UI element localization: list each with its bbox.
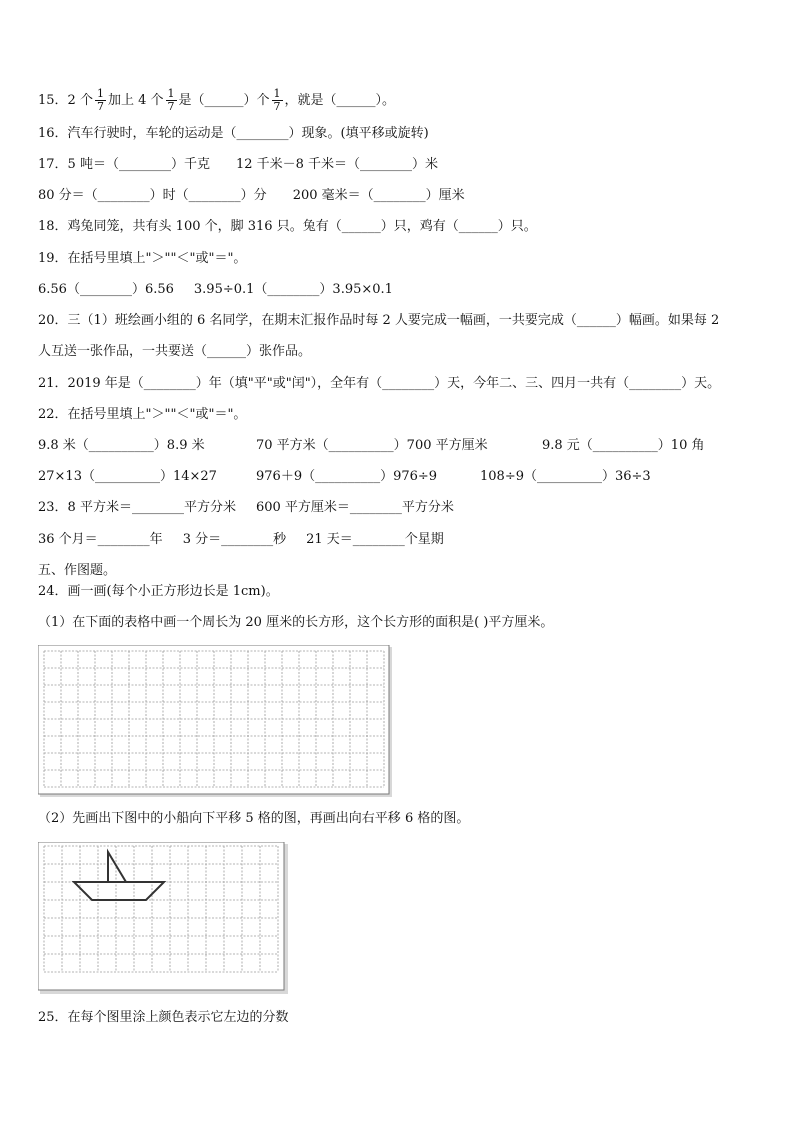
q15-text-3: 是（______）个 (178, 93, 270, 108)
q15-text-4: ，就是（______）。 (284, 93, 396, 108)
fraction-3: $\frac{1}{7}$ (273, 87, 281, 113)
q15-text-2: 加上 4 个 (107, 93, 164, 108)
q23-a: 23．8 平方米＝________平方分米 (38, 500, 236, 515)
question-22-row-2 (38, 468, 651, 486)
fraction-1: $\frac{1}{7}$ (96, 87, 104, 113)
question-20-line-2: 人互送一张作品，一共要送（______）张作品。 (38, 344, 312, 359)
q19-b: 3.95÷0.1（________）3.95×0.1 (193, 282, 393, 297)
section-5-title: 五、作图题。 (38, 563, 117, 578)
question-20-line-1: 20．三（1）班绘画小组的 6 名同学，在期末汇报作品时每 2 人要完成一幅画，一共要完成（______）幅画。如果每 2 (38, 313, 720, 328)
grid-1-frame (38, 645, 389, 794)
q15-text-1: 15．2 个 (38, 93, 93, 108)
question-23-row-1 (38, 499, 454, 517)
question-18: 18．鸡兔同笼，共有头 100 个，脚 316 只。兔有（______）只，鸡有（______）只。 (38, 219, 537, 234)
question-23-row-2 (38, 531, 444, 549)
q17-a: 17．5 吨＝（________）千克 (38, 157, 210, 172)
q22-d: 27×13（__________）14×27 (38, 469, 217, 484)
q23-b: 600 平方厘米＝________平方分米 (255, 500, 454, 515)
q23-c: 36 个月＝________年 (38, 532, 163, 547)
question-22: 22．在括号里填上"＞""＜"或"＝"。 (38, 407, 247, 422)
fraction-2: $\frac{1}{7}$ (167, 87, 175, 113)
q23-e: 21 天＝________个星期 (306, 532, 444, 547)
question-24-part-1: （1）在下面的表格中画一个周长为 20 厘米的长方形，这个长方形的面积是( )平方厘米。 (38, 615, 554, 630)
q17-c: 80 分＝（________）时（________）分 (38, 188, 267, 203)
question-16: 16．汽车行驶时，车轮的运动是（________）现象。(填平移或旋转) (38, 126, 429, 141)
q17-b: 12 千米－8 千米＝（________）米 (235, 157, 439, 172)
q23-d: 3 分＝________秒 (182, 532, 287, 547)
q22-b: 70 平方米（__________）700 平方厘米 (256, 438, 488, 453)
q17-d: 200 毫米＝（________）厘米 (292, 188, 465, 203)
question-19: 19．在括号里填上"＞""＜"或"＝"。 (38, 251, 247, 266)
question-15 (38, 88, 395, 113)
question-21: 21．2019 年是（________）年（填"平"或"闰"），全年有（________）天，今年二、三、四月一共有（________）天。 (38, 376, 721, 391)
q22-f: 108÷9（__________）36÷3 (480, 469, 651, 484)
q22-c: 9.8 元（__________）10 角 (542, 438, 705, 453)
drawing-grid-2[interactable] (38, 842, 288, 994)
question-22-row-1 (38, 437, 704, 455)
question-24: 24．画一画(每个小正方形边长是 1cm)。 (38, 584, 279, 599)
question-19-items (38, 281, 393, 299)
q22-e: 976＋9（__________）976÷9 (256, 469, 438, 484)
question-17-row-2 (38, 187, 465, 205)
question-25: 25．在每个图里涂上颜色表示它左边的分数 (38, 1010, 289, 1025)
drawing-grid-1[interactable] (38, 645, 392, 797)
question-24-part-2: （2）先画出下图中的小船向下平移 5 格的图，再画出向右平移 6 格的图。 (38, 811, 470, 826)
question-17-row-1 (38, 156, 438, 174)
q19-a: 6.56（________）6.56 (38, 282, 174, 297)
q22-a: 9.8 米（__________）8.9 米 (38, 438, 205, 453)
